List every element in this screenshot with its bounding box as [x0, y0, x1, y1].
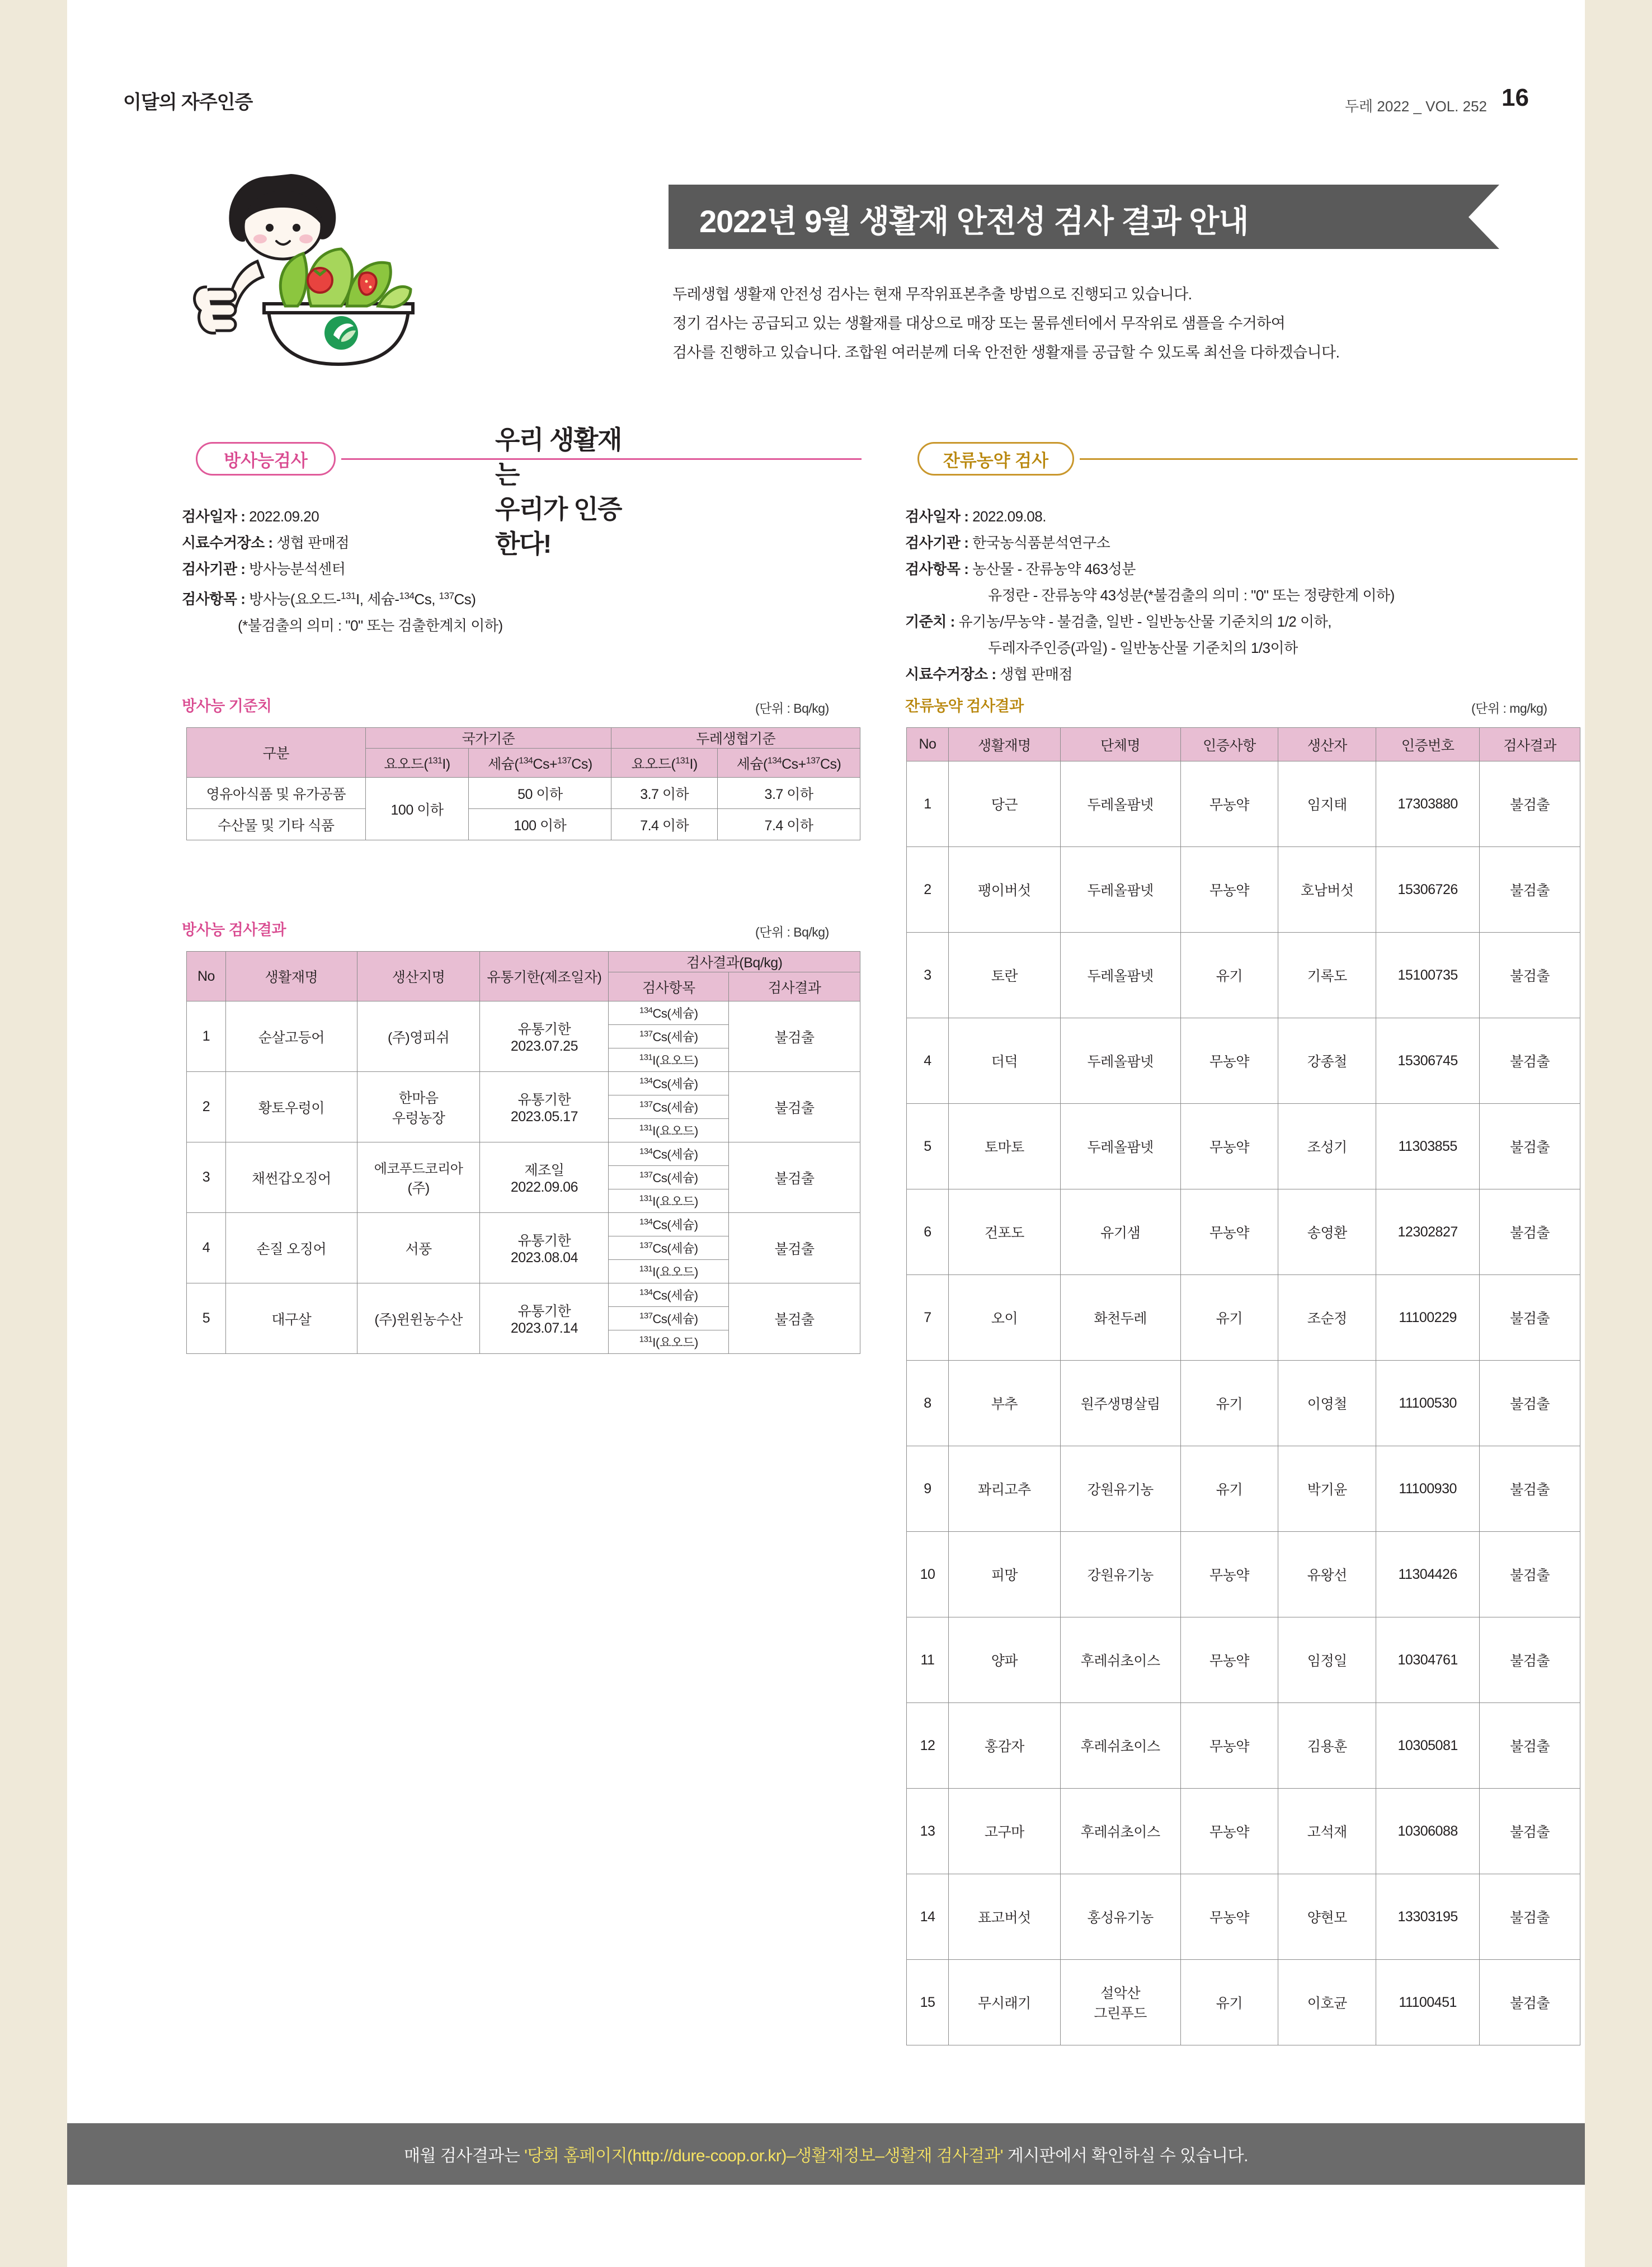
pest-cert-no: 15306726 — [1376, 847, 1480, 933]
pest-producer: 조성기 — [1278, 1104, 1376, 1189]
table-row — [907, 761, 1580, 847]
pest-cert: 유기 — [1180, 1361, 1278, 1446]
table-row — [187, 1213, 860, 1236]
pest-result: 불검출 — [1480, 1617, 1580, 1703]
radiation-standard-unit: (단위 : Bq/kg) — [755, 701, 829, 716]
th-no: No — [907, 728, 949, 761]
pest-cert: 무농약 — [1180, 847, 1278, 933]
res-isotope: $^{131}$I(요오드) — [609, 1119, 729, 1142]
page-title: 2022년 9월 생활재 안전성 검사 결과 안내 — [699, 204, 1249, 239]
pesticide-info-row — [905, 609, 1565, 635]
res-no: 5 — [187, 1283, 226, 1354]
pesticide-info-label: 검사항목 : — [905, 561, 969, 577]
pest-group: 원주생명살림 — [1060, 1361, 1180, 1446]
pesticide-result-unit: (단위 : mg/kg) — [1471, 701, 1547, 716]
pest-cert: 유기 — [1180, 933, 1278, 1018]
th-iodine-dure: 요오드($^{131}$I) — [611, 749, 718, 778]
table-row — [907, 933, 1580, 1018]
res-origin: 서풍 — [357, 1213, 480, 1283]
pesticide-info-row — [905, 661, 1565, 688]
pest-cert: 무농약 — [1180, 761, 1278, 847]
pest-item: 고구마 — [948, 1789, 1060, 1874]
pest-item: 무시래기 — [948, 1960, 1060, 2045]
pest-group: 후레쉬초이스 — [1060, 1617, 1180, 1703]
pest-producer: 고석재 — [1278, 1789, 1376, 1874]
intro-paragraph — [672, 280, 1478, 367]
res-item: 손질 오징어 — [225, 1213, 357, 1283]
res-origin-line2: (주) — [407, 1180, 430, 1196]
pest-result: 불검출 — [1480, 1960, 1580, 2045]
slogan-line-2: 우리가 인증한다! — [495, 495, 622, 558]
res-no: 3 — [187, 1142, 226, 1213]
table-row — [907, 1789, 1580, 1874]
res-expiry-line2: 2023.07.25 — [510, 1038, 578, 1054]
pest-group-line2: 그린푸드 — [1094, 2006, 1147, 2021]
pest-group: 유기샘 — [1060, 1189, 1180, 1275]
pest-result: 불검출 — [1480, 1446, 1580, 1532]
footer-bar — [67, 2123, 1585, 2185]
pest-no: 1 — [907, 761, 949, 847]
pest-no: 15 — [907, 1960, 949, 2045]
th-item: 생활재명 — [948, 728, 1060, 761]
pest-cert-no: 15100735 — [1376, 933, 1480, 1018]
res-expiry — [480, 1213, 609, 1283]
pest-result: 불검출 — [1480, 1104, 1580, 1189]
pest-item: 오이 — [948, 1275, 1060, 1361]
th-test-item: 검사항목 — [609, 972, 729, 1001]
res-isotope: $^{137}$Cs(세슘) — [609, 1236, 729, 1260]
section-pill-radiation: 방사능검사 — [196, 442, 336, 476]
res-no: 4 — [187, 1213, 226, 1283]
pest-no: 11 — [907, 1617, 949, 1703]
res-origin-line1: 에코푸드코리아 — [374, 1161, 463, 1177]
pest-cert-no: 11303855 — [1376, 1104, 1480, 1189]
res-origin-line1: 한마음 — [398, 1090, 439, 1106]
radiation-info-row — [182, 556, 685, 582]
radiation-result-unit: (단위 : Bq/kg) — [755, 925, 829, 939]
res-origin-line2: 우렁농장 — [392, 1110, 445, 1126]
res-result: 불검출 — [729, 1142, 860, 1213]
table-row — [187, 809, 860, 840]
res-result: 불검출 — [729, 1283, 860, 1354]
res-expiry — [480, 1283, 609, 1354]
pest-cert: 무농약 — [1180, 1703, 1278, 1789]
page-number: 16 — [1502, 84, 1529, 111]
std-row-iodine-dure: 7.4 이하 — [611, 809, 718, 840]
th-result: 검사결과 — [1480, 728, 1580, 761]
pest-item: 표고버섯 — [948, 1874, 1060, 1960]
pest-producer: 임지태 — [1278, 761, 1376, 847]
pest-result: 불검출 — [1480, 847, 1580, 933]
pest-cert: 무농약 — [1180, 1789, 1278, 1874]
pest-cert: 무농약 — [1180, 1617, 1278, 1703]
pest-group: 강원유기농 — [1060, 1532, 1180, 1617]
footer-pre: 매월 검사결과는 — [404, 2147, 525, 2165]
table-row — [907, 1960, 1580, 2045]
res-expiry-line1: 유통기한 — [517, 1092, 571, 1108]
pest-producer: 유왕선 — [1278, 1532, 1376, 1617]
pest-no: 14 — [907, 1874, 949, 1960]
radiation-info-note: (*불검출의 의미 : "0" 또는 검출한계치 이하) — [238, 617, 503, 634]
res-origin: (주)윈윈농수산 — [357, 1283, 480, 1354]
pest-producer: 조순정 — [1278, 1275, 1376, 1361]
res-expiry — [480, 1142, 609, 1213]
table-row — [907, 1874, 1580, 1960]
res-expiry-line2: 2023.07.14 — [510, 1320, 578, 1336]
pesticide-info-label: 검사기관 : — [905, 534, 969, 551]
res-item: 순살고등어 — [225, 1001, 357, 1072]
pest-result: 불검출 — [1480, 1703, 1580, 1789]
radiation-info-value: 생협 판매점 — [272, 534, 350, 551]
table-header-row — [187, 952, 860, 972]
res-isotope: $^{137}$Cs(세슘) — [609, 1307, 729, 1330]
pest-cert: 유기 — [1180, 1446, 1278, 1532]
pest-group: 두레올팜넷 — [1060, 933, 1180, 1018]
pest-result: 불검출 — [1480, 1361, 1580, 1446]
pest-item: 꽈리고추 — [948, 1446, 1060, 1532]
intro-line-2: 정기 검사는 공급되고 있는 생활재를 대상으로 매장 또는 물류센터에서 무작위로 샘플을 수거하여 — [672, 315, 1286, 332]
res-isotope: $^{131}$I(요오드) — [609, 1189, 729, 1213]
pest-result: 불검출 — [1480, 1275, 1580, 1361]
pesticide-result-table — [906, 727, 1580, 2045]
radiation-info-row — [182, 582, 685, 613]
res-expiry-line1: 유통기한 — [517, 1022, 571, 1037]
table-row — [187, 1142, 860, 1166]
pest-producer: 김용훈 — [1278, 1703, 1376, 1789]
pest-producer: 박기윤 — [1278, 1446, 1376, 1532]
pest-producer: 호남버섯 — [1278, 847, 1376, 933]
pest-item: 건포도 — [948, 1189, 1060, 1275]
radiation-info-row — [182, 504, 685, 530]
pest-cert: 무농약 — [1180, 1532, 1278, 1617]
th-producer: 생산자 — [1278, 728, 1376, 761]
th-test-result: 검사결과 — [729, 972, 860, 1001]
table-row — [907, 1189, 1580, 1275]
res-isotope: $^{131}$I(요오드) — [609, 1330, 729, 1354]
radiation-result-table — [186, 951, 860, 1354]
res-item: 황토우렁이 — [225, 1072, 357, 1142]
table-row — [907, 1703, 1580, 1789]
th-item: 생활재명 — [225, 952, 357, 1001]
radiation-info-value: 2022.09.20 — [245, 508, 319, 525]
radiation-result-caption: 방사능 검사결과 — [182, 921, 286, 938]
pest-group: 홍성유기농 — [1060, 1874, 1180, 1960]
std-row-cs-dure: 3.7 이하 — [718, 778, 860, 809]
pest-cert-no: 13303195 — [1376, 1874, 1480, 1960]
pest-group: 강원유기농 — [1060, 1446, 1180, 1532]
pest-result: 불검출 — [1480, 933, 1580, 1018]
section-rule-pesticide — [1080, 458, 1578, 460]
table-row — [907, 1361, 1580, 1446]
pesticide-info-row — [905, 530, 1565, 556]
pest-cert-no: 11100530 — [1376, 1361, 1480, 1446]
pest-item: 피망 — [948, 1532, 1060, 1617]
res-isotope: $^{131}$I(요오드) — [609, 1048, 729, 1072]
pesticide-info-label: 시료수거장소 : — [905, 666, 996, 683]
pest-cert-no: 11100229 — [1376, 1275, 1480, 1361]
th-national: 국가기준 — [365, 728, 611, 749]
pesticide-info-row — [905, 504, 1565, 530]
pest-producer: 이호균 — [1278, 1960, 1376, 2045]
res-expiry-line2: 2023.05.17 — [510, 1109, 578, 1125]
pest-group: 두레올팜넷 — [1060, 1018, 1180, 1104]
pest-result: 불검출 — [1480, 761, 1580, 847]
pesticide-info-label: 기준치 : — [905, 613, 955, 630]
pest-group-line1: 설악산 — [1100, 1986, 1141, 2001]
res-result: 불검출 — [729, 1213, 860, 1283]
pest-cert: 무농약 — [1180, 1189, 1278, 1275]
radiation-info-label: 시료수거장소 : — [182, 534, 273, 551]
pest-group: 두레올팜넷 — [1060, 1104, 1180, 1189]
pest-result: 불검출 — [1480, 1018, 1580, 1104]
pest-no: 6 — [907, 1189, 949, 1275]
th-dure: 두레생협기준 — [611, 728, 860, 749]
table-header-row — [907, 728, 1580, 761]
pesticide-info-label: 검사일자 : — [905, 508, 969, 525]
pest-producer: 임정일 — [1278, 1617, 1376, 1703]
table-row — [187, 1001, 860, 1025]
th-no: No — [187, 952, 226, 1001]
pest-cert-no: 10304761 — [1376, 1617, 1480, 1703]
res-isotope: $^{134}$Cs(세슘) — [609, 1072, 729, 1095]
radiation-info-value: 방사능분석센터 — [245, 561, 346, 577]
res-no: 2 — [187, 1072, 226, 1142]
th-result-group: 검사결과(Bq/kg) — [609, 952, 860, 972]
pest-cert: 유기 — [1180, 1960, 1278, 2045]
pest-no: 10 — [907, 1532, 949, 1617]
radiation-info-value: 방사능(요오드-$^{131}$I, 세슘-$^{134}$Cs, $^{137}$Cs) — [245, 590, 476, 608]
res-result: 불검출 — [729, 1072, 860, 1142]
pest-item: 팽이버섯 — [948, 847, 1060, 933]
th-origin: 생산지명 — [357, 952, 480, 1001]
footer-text — [404, 2142, 1248, 2166]
pesticide-info-value: 농산물 - 잔류농약 463성분 — [968, 561, 1136, 577]
radiation-info-row — [182, 530, 685, 556]
std-row-name: 수산물 및 기타 식품 — [187, 809, 366, 840]
pest-cert-no: 11100451 — [1376, 1960, 1480, 2045]
pest-producer: 양현모 — [1278, 1874, 1376, 1960]
table-row — [907, 1018, 1580, 1104]
res-result: 불검출 — [729, 1001, 860, 1072]
res-expiry-line2: 2023.08.04 — [510, 1250, 578, 1266]
intro-line-1: 두레생협 생활재 안전성 검사는 현재 무작위표본추출 방법으로 진행되고 있습니다. — [672, 286, 1192, 303]
radiation-standard-table — [186, 727, 860, 840]
pest-producer: 송영환 — [1278, 1189, 1376, 1275]
th-cert: 인증사항 — [1180, 728, 1278, 761]
table-header-row — [187, 728, 860, 749]
res-isotope: $^{134}$Cs(세슘) — [609, 1001, 729, 1025]
intro-line-3: 검사를 진행하고 있습니다. 조합원 여러분께 더욱 안전한 생활재를 공급할 수 있도록 최선을 다하겠습니다. — [672, 344, 1340, 361]
table-row — [187, 1283, 860, 1307]
pest-cert-no: 17303880 — [1376, 761, 1480, 847]
pest-group: 화천두레 — [1060, 1275, 1180, 1361]
std-row-iodine: 100 이하 — [365, 778, 469, 840]
pest-item: 홍감자 — [948, 1703, 1060, 1789]
th-cesium-dure: 세슘($^{134}$Cs+$^{137}$Cs) — [718, 749, 860, 778]
pest-cert-no: 10306088 — [1376, 1789, 1480, 1874]
pest-cert: 무농약 — [1180, 1874, 1278, 1960]
th-expiry: 유통기한(제조일자) — [480, 952, 609, 1001]
radiation-info-block — [182, 504, 685, 639]
pesticide-info-value: 생협 판매점 — [996, 666, 1073, 683]
pest-cert-no: 11304426 — [1376, 1532, 1480, 1617]
res-expiry-line1: 유통기한 — [517, 1233, 571, 1249]
std-row-cs-dure: 7.4 이하 — [718, 809, 860, 840]
pest-group: 후레쉬초이스 — [1060, 1703, 1180, 1789]
pest-producer: 강종철 — [1278, 1018, 1376, 1104]
pesticide-info-note-2: 두레자주인증(과일) - 일반농산물 기준치의 1/3이하 — [988, 639, 1298, 656]
page-canvas — [67, 0, 1585, 2267]
res-expiry-line1: 유통기한 — [517, 1304, 571, 1319]
pesticide-result-caption: 잔류농약 검사결과 — [905, 698, 1024, 714]
table-row — [907, 847, 1580, 933]
std-row-iodine-dure: 3.7 이하 — [611, 778, 718, 809]
res-expiry — [480, 1001, 609, 1072]
slogan-line-1: 우리 생활재는 — [495, 425, 622, 489]
pest-producer: 이영철 — [1278, 1361, 1376, 1446]
res-isotope: $^{137}$Cs(세슘) — [609, 1095, 729, 1119]
pest-cert: 무농약 — [1180, 1018, 1278, 1104]
header-issue-label: 두레 2022 _ VOL. 252 — [1344, 98, 1487, 115]
pesticide-info-value: 2022.09.08. — [968, 508, 1046, 525]
pesticide-info-value: 한국농식품분석연구소 — [968, 534, 1110, 551]
res-origin — [357, 1142, 480, 1213]
pest-no: 5 — [907, 1104, 949, 1189]
section-pill-pesticide: 잔류농약 검사 — [917, 442, 1074, 476]
pesticide-info-value: 유기농/무농약 - 불검출, 일반 - 일반농산물 기준치의 1/2 이하, — [954, 613, 1331, 630]
pest-cert-no: 10305081 — [1376, 1703, 1480, 1789]
res-isotope: $^{131}$I(요오드) — [609, 1260, 729, 1283]
res-isotope: $^{137}$Cs(세슘) — [609, 1166, 729, 1189]
radiation-info-label: 검사일자 : — [182, 508, 246, 525]
pest-item: 양파 — [948, 1617, 1060, 1703]
std-row-cs-national: 50 이하 — [469, 778, 611, 809]
title-banner-notch — [1469, 185, 1499, 249]
res-origin: (주)영피쉬 — [357, 1001, 480, 1072]
pest-no: 2 — [907, 847, 949, 933]
pest-producer: 기록도 — [1278, 933, 1376, 1018]
pest-no: 13 — [907, 1789, 949, 1874]
std-row-name: 영유아식품 및 유가공품 — [187, 778, 366, 809]
pest-result: 불검출 — [1480, 1789, 1580, 1874]
pest-cert-no: 12302827 — [1376, 1189, 1480, 1275]
pest-item: 부추 — [948, 1361, 1060, 1446]
pest-group — [1060, 1960, 1180, 2045]
pest-no: 8 — [907, 1361, 949, 1446]
std-row-cs-national: 100 이하 — [469, 809, 611, 840]
radiation-info-label: 검사항목 : — [182, 590, 246, 608]
mascot-svg — [173, 143, 627, 378]
table-row — [907, 1617, 1580, 1703]
pest-cert-no: 15306745 — [1376, 1018, 1480, 1104]
pesticide-info-row — [905, 556, 1565, 582]
res-no: 1 — [187, 1001, 226, 1072]
res-origin — [357, 1072, 480, 1142]
pest-no: 9 — [907, 1446, 949, 1532]
pest-no: 7 — [907, 1275, 949, 1361]
res-isotope: $^{134}$Cs(세슘) — [609, 1283, 729, 1307]
pest-cert-no: 11100930 — [1376, 1446, 1480, 1532]
pest-result: 불검출 — [1480, 1532, 1580, 1617]
th-group: 구분 — [187, 728, 366, 778]
footer-post: 게시판에서 확인하실 수 있습니다. — [1003, 2147, 1248, 2165]
table-row — [907, 1532, 1580, 1617]
th-cesium-national: 세슘($^{134}$Cs+$^{137}$Cs) — [469, 749, 611, 778]
section-rule-radiation — [341, 458, 862, 460]
res-expiry — [480, 1072, 609, 1142]
pest-result: 불검출 — [1480, 1189, 1580, 1275]
pest-cert: 무농약 — [1180, 1104, 1278, 1189]
footer-link-text[interactable]: '당회 홈페이지(http://dure-coop.or.kr)–생활재정보–생활재 검사결과' — [524, 2147, 1004, 2165]
table-row — [187, 1072, 860, 1095]
header-left-label: 이달의 자주인증 — [123, 92, 253, 113]
table-row — [907, 1104, 1580, 1189]
table-row — [187, 778, 860, 809]
pest-no: 4 — [907, 1018, 949, 1104]
pest-item: 토란 — [948, 933, 1060, 1018]
pest-cert: 유기 — [1180, 1275, 1278, 1361]
res-isotope: $^{134}$Cs(세슘) — [609, 1142, 729, 1166]
th-iodine-national: 요오드($^{131}$I) — [365, 749, 469, 778]
pesticide-info-block — [905, 504, 1565, 688]
res-isotope: $^{137}$Cs(세슘) — [609, 1025, 729, 1048]
table-row — [907, 1275, 1580, 1361]
pest-no: 12 — [907, 1703, 949, 1789]
pest-result: 불검출 — [1480, 1874, 1580, 1960]
res-item: 채썬갑오징어 — [225, 1142, 357, 1213]
pest-group: 후레쉬초이스 — [1060, 1789, 1180, 1874]
table-row — [907, 1446, 1580, 1532]
radiation-info-label: 검사기관 : — [182, 561, 246, 577]
res-isotope: $^{134}$Cs(세슘) — [609, 1213, 729, 1236]
pest-group: 두레올팜넷 — [1060, 847, 1180, 933]
pest-no: 3 — [907, 933, 949, 1018]
th-cert-no: 인증번호 — [1376, 728, 1480, 761]
res-expiry-line1: 제조일 — [524, 1163, 564, 1178]
pest-item: 더덕 — [948, 1018, 1060, 1104]
pest-item: 토마토 — [948, 1104, 1060, 1189]
radiation-standard-caption: 방사능 기준치 — [182, 698, 272, 714]
pest-item: 당근 — [948, 761, 1060, 847]
res-expiry-line2: 2022.09.06 — [510, 1179, 578, 1195]
res-item: 대구살 — [225, 1283, 357, 1354]
th-group: 단체명 — [1060, 728, 1180, 761]
pesticide-info-note-1: 유정란 - 잔류농약 43성분(*불검출의 의미 : "0" 또는 정량한계 이하) — [988, 587, 1395, 604]
pest-group: 두레올팜넷 — [1060, 761, 1180, 847]
